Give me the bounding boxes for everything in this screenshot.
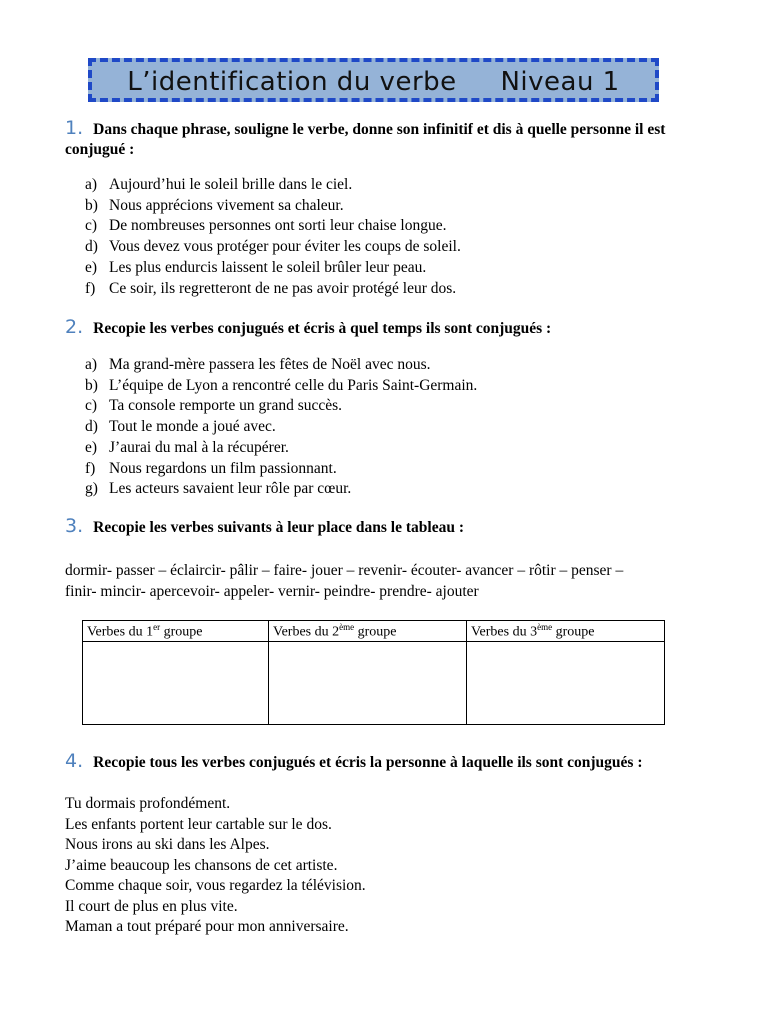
list-item: b) L’équipe de Lyon a rencontré celle du Paris Saint-Germain. — [85, 376, 478, 394]
list-item: Comme chaque soir, vous regardez la télévision. — [65, 877, 366, 894]
title-banner — [88, 58, 659, 102]
list-item: c) Ta console remporte un grand succès. — [85, 397, 343, 415]
table-row — [83, 642, 665, 725]
list-item: e) J’aurai du mal à la récupérer. — [85, 438, 289, 456]
list-item: a) Ma grand-mère passera les fêtes de Noël avec nous. — [85, 356, 431, 373]
header-group-3: Verbes du 3ème groupe — [467, 621, 665, 642]
question-2-list — [65, 355, 715, 500]
header-group-1: Verbes du 1er groupe — [83, 621, 269, 642]
cell-group-2[interactable] — [269, 642, 467, 725]
verb-groups-table — [82, 620, 665, 725]
question-1 — [65, 118, 715, 299]
verb-list — [65, 561, 715, 602]
verb-list-line-1: dormir- passer – éclaircir- pâlir – faire- jouer – revenir- écouter- avancer – rôtir – penser – — [65, 562, 624, 579]
list-item: Nous irons au ski dans les Alpes. — [65, 836, 270, 853]
list-item: f) Nous regardons un film passionnant. — [85, 459, 337, 477]
header-group-2: Verbes du 2ème groupe — [269, 621, 467, 642]
list-item: Maman a tout préparé pour mon anniversaire. — [65, 918, 349, 935]
list-item: c) De nombreuses personnes ont sorti leur chaise longue. — [85, 217, 447, 235]
question-4-sentences — [65, 794, 715, 938]
question-1-list — [65, 175, 715, 299]
question-2-heading — [65, 317, 715, 339]
question-2-number: 2. — [65, 316, 84, 338]
list-item: J’aime beaucoup les chansons de cet artiste. — [65, 856, 338, 874]
question-1-instruction: Dans chaque phrase, souligne le verbe, donne son infinitif et dis à quelle personne il est conjugué : — [65, 121, 666, 158]
list-item: d) Tout le monde a joué avec. — [85, 418, 276, 436]
question-4-heading — [65, 751, 715, 773]
list-item: e) Les plus endurcis laissent le soleil brûler leur peau. — [85, 258, 427, 276]
question-3-number: 3. — [65, 515, 84, 537]
question-4-number: 4. — [65, 750, 84, 772]
list-item: Les enfants portent leur cartable sur le dos. — [65, 815, 332, 833]
question-3 — [65, 516, 715, 602]
cell-group-3[interactable] — [467, 642, 665, 725]
question-3-instruction: Recopie les verbes suivants à leur place dans le tableau : — [93, 519, 464, 536]
question-4-instruction: Recopie tous les verbes conjugués et écris la personne à laquelle ils sont conjugués : — [93, 754, 643, 771]
question-4 — [65, 751, 715, 938]
verb-list-line-2: finir- mincir- apercevoir- appeler- vernir- peindre- prendre- ajouter — [65, 582, 479, 600]
question-2-instruction: Recopie les verbes conjugués et écris à quel temps ils sont conjugués : — [93, 320, 552, 337]
list-item: d) Vous devez vous protéger pour éviter les coups de soleil. — [85, 238, 461, 256]
question-1-heading — [65, 118, 715, 160]
list-item: a) Aujourd’hui le soleil brille dans le ciel. — [85, 176, 353, 193]
table-header-row — [83, 621, 665, 642]
cell-group-1[interactable] — [83, 642, 269, 725]
question-1-number: 1. — [65, 117, 84, 139]
list-item: f) Ce soir, ils regretteront de ne pas avoir protégé leur dos. — [85, 279, 457, 297]
question-2 — [65, 317, 715, 500]
page-title: L’identification du verbe Niveau 1 — [127, 67, 620, 97]
question-3-heading — [65, 516, 715, 538]
list-item: Tu dormais profondément. — [65, 795, 231, 812]
list-item: Il court de plus en plus vite. — [65, 897, 238, 915]
list-item: b) Nous apprécions vivement sa chaleur. — [85, 196, 344, 214]
list-item: g) Les acteurs savaient leur rôle par cœur. — [85, 480, 352, 498]
